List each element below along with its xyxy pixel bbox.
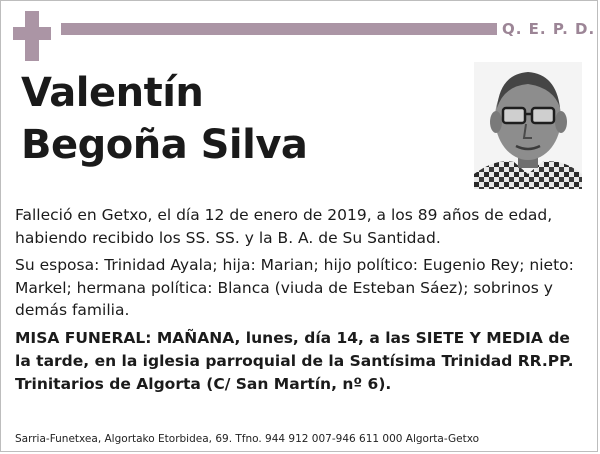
funeral-home-footer: Sarria-Funetxea, Algortako Etorbidea, 69. Tfno. 944 912 007-946 611 000 Algorta-Getxo — [15, 433, 480, 445]
deceased-surnames: Begoña Silva — [21, 122, 308, 168]
portrait-photo — [474, 62, 582, 189]
funeral-mass-paragraph: MISA FUNERAL: MAÑANA, lunes, día 14, a las SIETE Y MEDIA de la tarde, en la iglesia parroquial de la Santísima Trinidad RR.PP. Trinitarios de Algorta (C/ San Martín, nº 6). — [15, 328, 574, 393]
qepd-label: Q. E. P. D. — [502, 20, 596, 38]
deceased-first-name: Valentín — [21, 70, 204, 116]
header-divider-bar — [61, 23, 497, 35]
cross-icon — [13, 11, 51, 61]
death-details-paragraph: Falleció en Getxo, el día 12 de enero de 2019, a los 89 años de edad, habiendo recibido los SS. SS. y la B. A. de Su Santidad. — [15, 206, 553, 247]
family-paragraph: Su esposa: Trinidad Ayala; hija: Marian; hijo político: Eugenio Rey; nieto: Markel; hermana política: Blanca (viuda de Esteban Sáez); sobrinos y demás familia. — [15, 256, 574, 319]
notice-body — [15, 204, 585, 401]
deceased-name — [21, 67, 461, 171]
